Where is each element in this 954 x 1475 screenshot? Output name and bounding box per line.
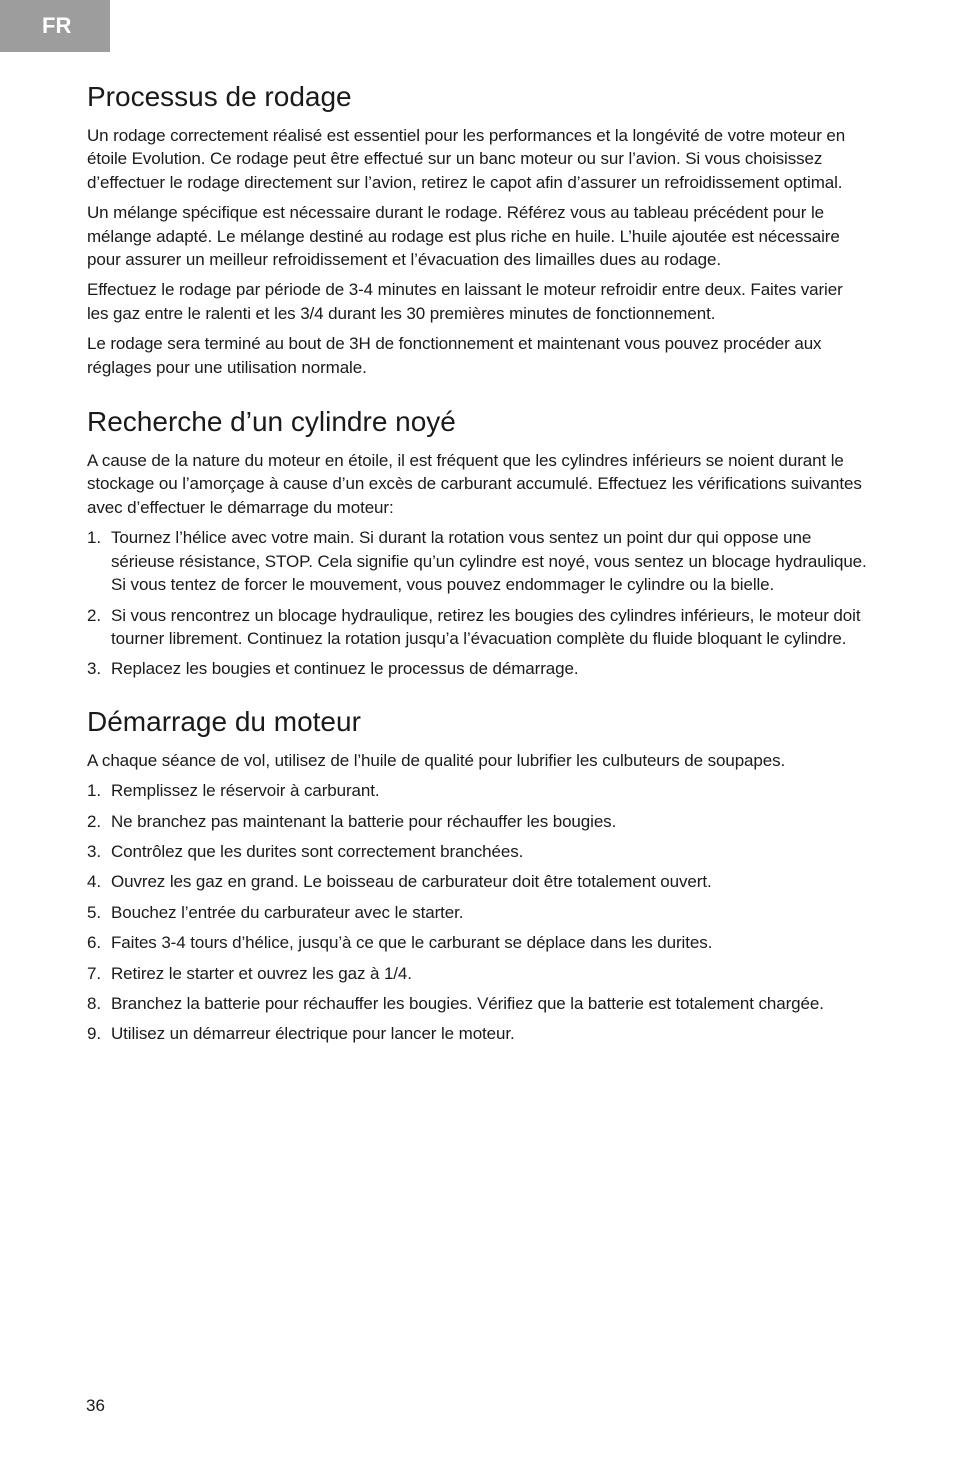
list-text: Branchez la batterie pour réchauffer les bougies. Vérifiez que la batterie est totalement chargée.: [111, 993, 824, 1013]
list-number: 5.: [87, 902, 101, 922]
list-number: 2.: [87, 811, 101, 831]
section-intro: A chaque séance de vol, utilisez de l’huile de qualité pour lubrifier les culbuteurs de soupapes.: [87, 750, 786, 770]
list-text: Contrôlez que les durites sont correctement branchées.: [111, 841, 524, 861]
paragraph: Un mélange spécifique est nécessaire durant le rodage. Référez vous au tableau précédent pour le mélange adapté. Le mélange destiné au rodage est plus riche en huile. L’huile ajoutée est nécessaire pour assurer un meilleur refroidissement et l’évacuation des limailles dues au rodage.: [87, 203, 840, 270]
page-number: 36: [86, 1396, 105, 1415]
list-item: [87, 779, 867, 802]
page-content: [87, 80, 867, 1053]
list-text: Utilisez un démarreur électrique pour lancer le moteur.: [111, 1024, 515, 1044]
section-intro: A cause de la nature du moteur en étoile, il est fréquent que les cylindres inférieurs se noient durant le stockage ou l’amorçage à cause d’un excès de carburant accumulé. Effectuez les vérifications suivantes avec d’effectuer le démarrage du moteur:: [87, 451, 862, 517]
language-tab: FR: [0, 0, 110, 52]
list-number: 2.: [87, 605, 101, 625]
list-item: [87, 1022, 867, 1045]
list-text: Replacez les bougies et continuez le processus de démarrage.: [111, 659, 579, 679]
list-number: 8.: [87, 993, 101, 1013]
list-number: 4.: [87, 872, 101, 892]
list-item: [87, 870, 867, 893]
list-text: Si vous rencontrez un blocage hydraulique, retirez les bougies des cylindres inférieurs, le moteur doit tourner librement. Continuez la rotation jusqu’a l’évacuation complète du fluide bloquant le cylindre.: [111, 605, 861, 648]
list-text: Tournez l’hélice avec votre main. Si durant la rotation vous sentez un point dur qui oppose une sérieuse résistance, STOP. Cela signifie qu’un cylindre est noyé, vous sentez un blocage hydraulique. Si vous tentez de forcer le mouvement, vous pouvez endommager le cylindre ou la bielle.: [111, 528, 867, 595]
list-text: Ne branchez pas maintenant la batterie pour réchauffer les bougies.: [111, 811, 617, 831]
list-item: [87, 840, 867, 863]
list-item: [87, 810, 867, 833]
flooded-cylinder-steps: [87, 526, 867, 680]
list-number: 3.: [87, 841, 101, 861]
list-number: 6.: [87, 933, 101, 953]
paragraph: Un rodage correctement réalisé est essentiel pour les performances et la longévité de votre moteur en étoile Evolution. Ce rodage peut être effectué sur un banc moteur ou sur l’avion. Si vous choisissez d’effectuer le rodage directement sur l’avion, retirez le capot afin d’assurer un refroidissement optimal.: [87, 126, 846, 192]
list-text: Bouchez l’entrée du carburateur avec le starter.: [111, 902, 464, 922]
list-text: Ouvrez les gaz en grand. Le boisseau de carburateur doit être totalement ouvert.: [111, 872, 712, 892]
list-item: [87, 901, 867, 924]
list-item: [87, 526, 867, 596]
list-number: 1.: [87, 781, 101, 801]
paragraph: Effectuez le rodage par période de 3-4 minutes en laissant le moteur refroidir entre deux. Faites varier les gaz entre le ralenti et les 3/4 durant les 30 premières minutes de fonctionnement.: [87, 280, 843, 323]
list-number: 9.: [87, 1024, 101, 1044]
section-title-flooded-cylinder: Recherche d’un cylindre noyé: [87, 406, 456, 438]
list-number: 3.: [87, 659, 101, 679]
list-item: [87, 992, 867, 1015]
section-title-break-in: Processus de rodage: [87, 81, 352, 112]
paragraph: Le rodage sera terminé au bout de 3H de fonctionnement et maintenant vous pouvez procéder aux réglages pour une utilisation normale.: [87, 334, 822, 377]
list-text: Faites 3-4 tours d’hélice, jusqu’à ce que le carburant se déplace dans les durites.: [111, 933, 713, 953]
list-text: Remplissez le réservoir à carburant.: [111, 781, 380, 801]
list-item: [87, 657, 867, 680]
list-item: [87, 604, 867, 651]
engine-start-steps: [87, 779, 867, 1046]
list-number: 1.: [87, 528, 101, 548]
list-number: 7.: [87, 963, 101, 983]
list-text: Retirez le starter et ouvrez les gaz à 1/4.: [111, 963, 412, 983]
section-title-engine-start: Démarrage du moteur: [87, 705, 361, 737]
list-item: [87, 931, 867, 954]
list-item: [87, 962, 867, 985]
